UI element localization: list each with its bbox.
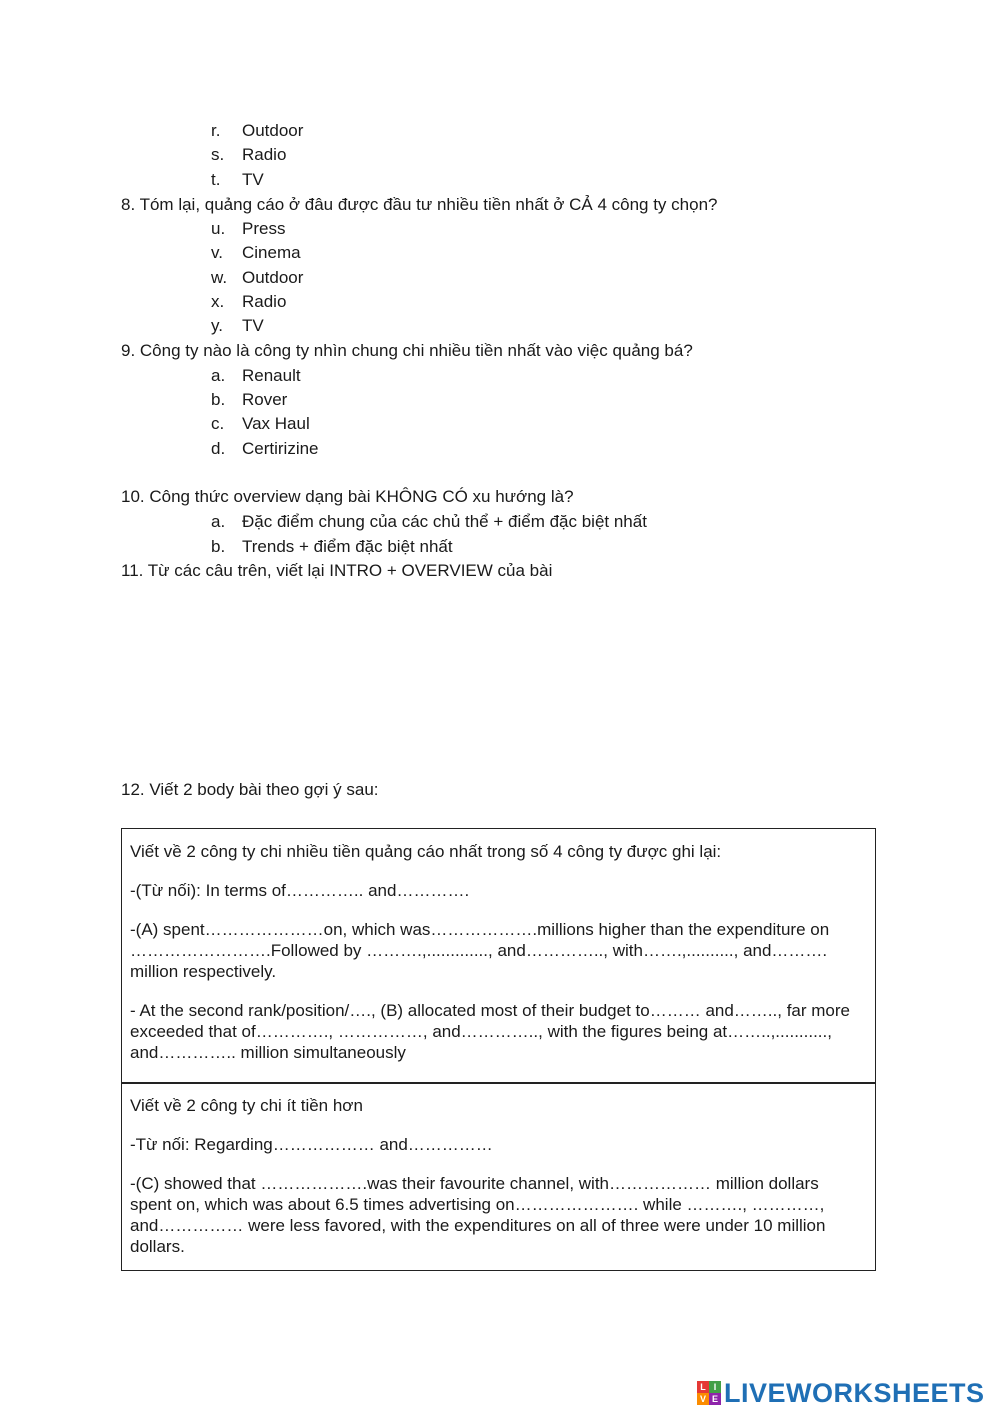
body-paragraph-box-1 bbox=[121, 828, 876, 1084]
question-10: 10. Công thức overview dạng bài KHÔNG CÓ xu hướng là? bbox=[121, 487, 574, 506]
option-letter: a. bbox=[211, 512, 226, 531]
option-text: TV bbox=[242, 316, 264, 335]
option-letter: b. bbox=[211, 390, 226, 409]
option-text: Outdoor bbox=[242, 268, 304, 287]
option-text: Đặc điểm chung của các chủ thể + điểm đặc biệt nhất bbox=[242, 512, 647, 531]
liveworksheets-logo bbox=[697, 1378, 985, 1408]
option-letter: u. bbox=[211, 219, 226, 238]
logo-icon bbox=[697, 1381, 721, 1405]
body-paragraph-box-2 bbox=[121, 1082, 876, 1271]
question-12: 12. Viết 2 body bài theo gợi ý sau: bbox=[121, 780, 379, 799]
option-letter: c. bbox=[211, 414, 225, 433]
box-sentence: -(A) spent…………………on, which was……………….millions higher than the expenditure on …………………….Followed by ……….,............., and………….., with…….,.........., and………. million respectively. bbox=[130, 920, 830, 981]
option-letter: v. bbox=[211, 243, 223, 262]
option-letter: x. bbox=[211, 292, 225, 311]
list-item bbox=[0, 414, 1000, 434]
option-text: Radio bbox=[242, 145, 287, 164]
option-letter: a. bbox=[211, 366, 226, 385]
option-text: Press bbox=[242, 219, 286, 238]
option-letter: b. bbox=[211, 537, 226, 556]
option-letter: d. bbox=[211, 439, 226, 458]
option-letter: r. bbox=[211, 121, 221, 140]
list-item bbox=[0, 292, 1000, 312]
option-text: Certirizine bbox=[242, 439, 319, 458]
question-8: 8. Tóm lại, quảng cáo ở đâu được đầu tư nhiều tiền nhất ở CẢ 4 công ty chọn? bbox=[121, 195, 718, 214]
box-linker: -(Từ nối): In terms of………….. and…………. bbox=[130, 881, 470, 900]
question-11: 11. Từ các câu trên, viết lại INTRO + OVERVIEW của bài bbox=[121, 561, 553, 580]
box-heading: Viết về 2 công ty chi ít tiền hơn bbox=[130, 1096, 363, 1115]
list-item bbox=[0, 390, 1000, 410]
list-item bbox=[0, 170, 1000, 190]
option-text: Renault bbox=[242, 366, 301, 385]
box-linker: -Từ nối: Regarding……………… and…………… bbox=[130, 1135, 493, 1154]
option-text: Radio bbox=[242, 292, 287, 311]
list-item bbox=[0, 243, 1000, 263]
box-sentence: - At the second rank/position/…., (B) allocated most of their budget to……… and…….., far more exceeded that of…………., ……………, and………….., with the figures being at……..,..........., and………….. million simultaneously bbox=[130, 1001, 850, 1062]
option-text: Vax Haul bbox=[242, 414, 310, 433]
option-text: Trends + điểm đặc biệt nhất bbox=[242, 537, 453, 556]
list-item bbox=[0, 219, 1000, 239]
logo-icon-letter: V bbox=[697, 1393, 709, 1405]
option-letter: t. bbox=[211, 170, 221, 189]
list-item bbox=[0, 512, 1000, 532]
question-9: 9. Công ty nào là công ty nhìn chung chi nhiều tiền nhất vào việc quảng bá? bbox=[121, 341, 693, 360]
logo-text: LIVEWORKSHEETS bbox=[724, 1377, 985, 1408]
option-text: Rover bbox=[242, 390, 288, 409]
list-item bbox=[0, 121, 1000, 141]
option-text: TV bbox=[242, 170, 264, 189]
list-item bbox=[0, 316, 1000, 336]
option-text: Outdoor bbox=[242, 121, 304, 140]
option-letter: w. bbox=[211, 268, 228, 287]
list-item bbox=[0, 145, 1000, 165]
logo-icon-letter: E bbox=[709, 1393, 721, 1405]
option-letter: s. bbox=[211, 145, 225, 164]
list-item bbox=[0, 439, 1000, 459]
box-sentence: -(C) showed that ……………….was their favourite channel, with……………… million dollars spent on, which was about 6.5 times advertising on…………………. while ………., …………, and…………… were less favored, with the expenditures on all of three were under 10 million dollars. bbox=[130, 1174, 826, 1256]
box-heading: Viết về 2 công ty chi nhiều tiền quảng cáo nhất trong số 4 công ty được ghi lại: bbox=[130, 842, 722, 861]
logo-icon-letter: L bbox=[697, 1381, 709, 1393]
list-item bbox=[0, 537, 1000, 557]
option-text: Cinema bbox=[242, 243, 301, 262]
logo-icon-letter: I bbox=[709, 1381, 721, 1393]
list-item bbox=[0, 366, 1000, 386]
option-letter: y. bbox=[211, 316, 223, 335]
list-item bbox=[0, 268, 1000, 288]
